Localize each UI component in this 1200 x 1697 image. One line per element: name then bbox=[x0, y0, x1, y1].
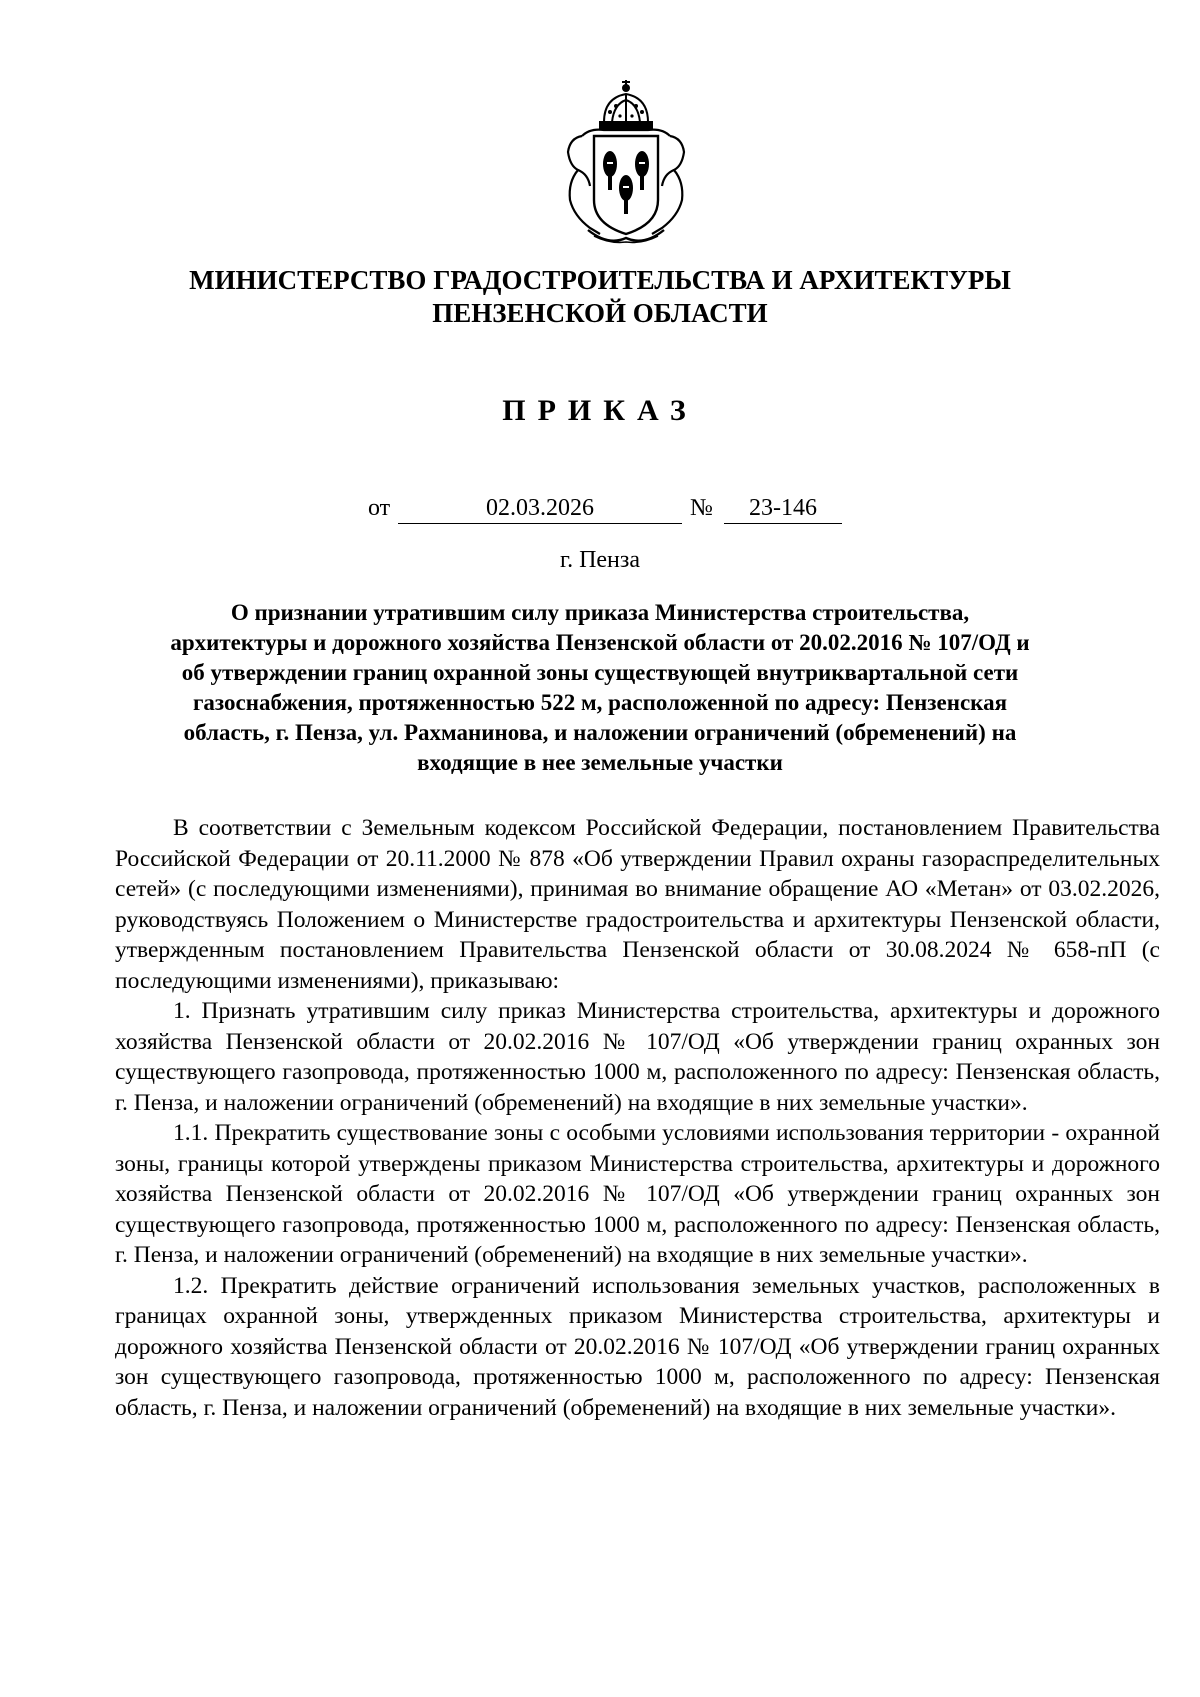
order-number: 23-146 bbox=[724, 493, 842, 524]
ministry-name-line-1: МИНИСТЕРСТВО ГРАДОСТРОИТЕЛЬСТВА И АРХИТЕКТУРЫ bbox=[189, 265, 1011, 295]
heading-line: архитектуры и дорожного хозяйства Пензенской области от 20.02.2016 № 107/ОД и bbox=[170, 630, 1030, 655]
order-date: 02.03.2026 bbox=[398, 493, 682, 524]
number-prefix: № bbox=[690, 495, 713, 521]
heading-line: об утверждении границ охранной зоны существующей внутриквартальной сети bbox=[181, 660, 1019, 685]
heading-line: газоснабжения, протяженностью 522 м, расположенной по адресу: Пензенская bbox=[192, 690, 1008, 715]
heading-line: О признании утратившим силу приказа Министерства строительства, bbox=[230, 600, 970, 625]
heading-line: входящие в нее земельные участки bbox=[417, 750, 783, 775]
date-prefix: от bbox=[368, 495, 391, 521]
order-heading bbox=[115, 598, 1085, 778]
item-1-2-paragraph: 1.2. Прекратить действие ограничений использования земельных участков, расположенных в границах охранной зоны, утвержденных приказом Министерства строительства, архитектуры и дорожного хозяйства Пензенской области от 20.02.2016 № 107/ОД «Об утверждении границ охранных зон существующего газопровода, протяженностью 1000 м, расположенного по адресу: Пензенская область, г. Пенза, и наложении ограничений (обременений) на входящие в них земельные участки». bbox=[115, 1272, 1160, 1421]
item-1-1-paragraph: 1.1. Прекратить существование зоны с особыми условиями использования территории - охранной зоны, границы которой утверждены приказом Министерства строительства, архитектуры и дорожного хозяйства Пензенской области от 20.02.2016 № 107/ОД «Об утверждении границ охранных зон существующего газопровода, протяженностью 1000 м, расположенного по адресу: Пензенская область, г. Пенза, и наложении ограничений (обременений) на входящие в них земельные участки». bbox=[115, 1120, 1160, 1268]
heading-line: область, г. Пенза, ул. Рахманинова, и наложении ограничений (обременений) на bbox=[183, 720, 1017, 745]
item-1-paragraph: 1. Признать утратившим силу приказ Министерства строительства, архитектуры и дорожного хозяйства Пензенской области от 20.02.2016 № 107/ОД «Об утверждении границ охранных зон существующего газопровода, протяженностью 1000 м, расположенного по адресу: Пензенская область, г. Пенза, и наложении ограничений (обременений) на входящие в них земельные участки». bbox=[115, 998, 1160, 1116]
penza-region-coat-of-arms-icon bbox=[560, 78, 692, 246]
ministry-name-line-2: ПЕНЗЕНСКОЙ ОБЛАСТИ bbox=[432, 298, 768, 328]
order-body bbox=[115, 813, 1160, 1423]
preamble-paragraph: В соответствии с Земельным кодексом Российской Федерации, постановлением Правительства Российской Федерации от 20.11.2000 № 878 «Об утверждении Правил охраны газораспределительных сетей» (с последующими изменениями), принимая во внимание обращение АО «Метан» от 03.02.2026, руководствуясь Положением о Министерстве градостроительства и архитектуры Пензенской области, утвержденным постановлением Правительства Пензенской области от 30.08.2024 № 658-пП (с последующими изменениями), приказываю: bbox=[115, 815, 1160, 994]
document-type-title: ПРИКАЗ bbox=[502, 394, 698, 427]
city-name: г. Пенза bbox=[559, 547, 641, 573]
